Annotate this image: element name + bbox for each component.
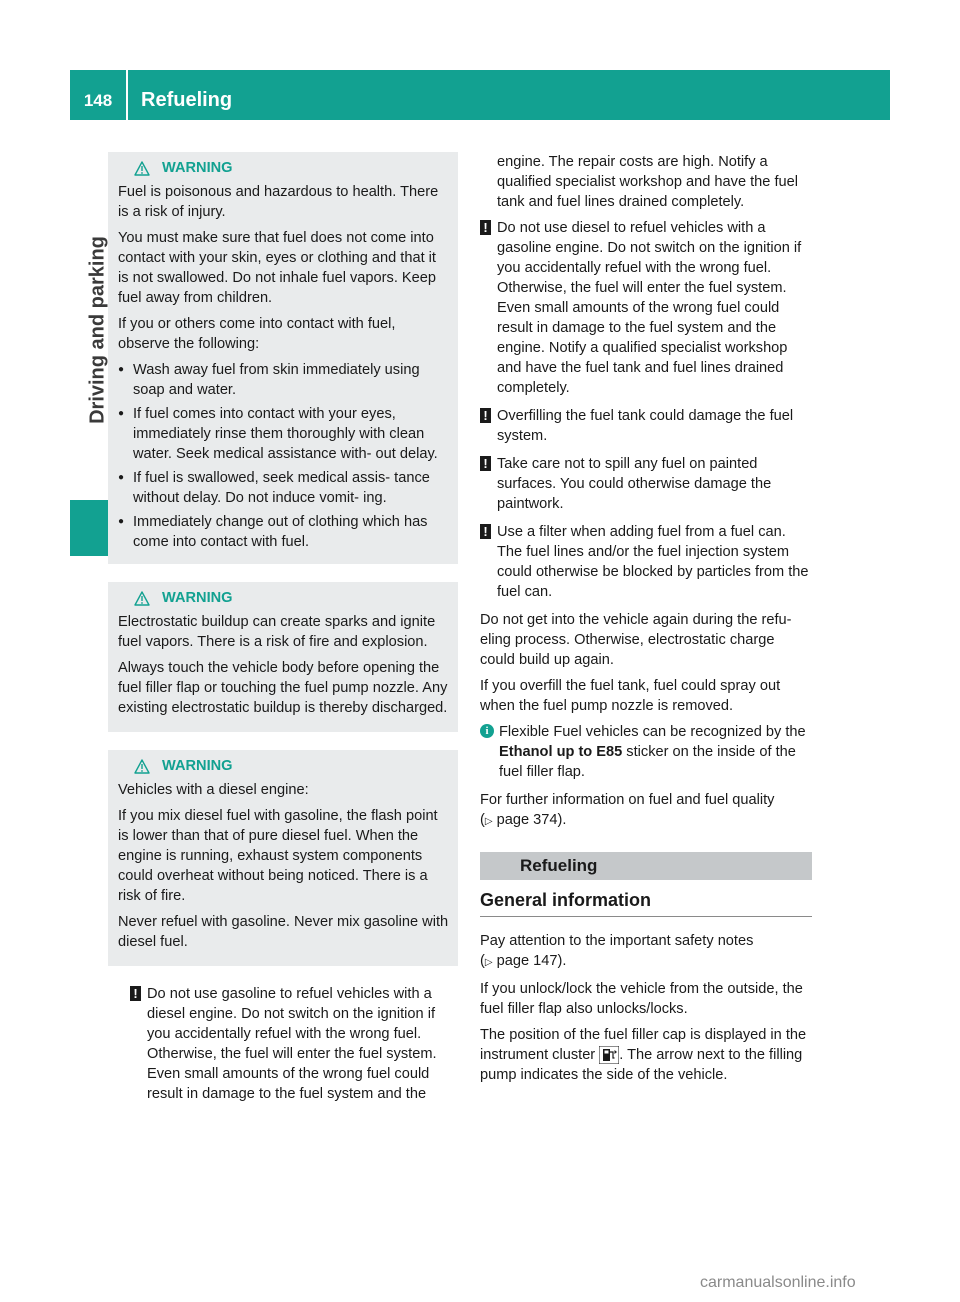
caution-note — [480, 406, 812, 446]
info-text-bold: Ethanol up to E85 — [499, 744, 623, 760]
warning-label: WARNING — [162, 758, 233, 774]
bullet-item: ● Immediately change out of clothing which has come into contact with fuel. — [118, 512, 450, 552]
note-text: Use a filter when adding fuel from a fuel can. The fuel lines and/or the fuel injection system could otherwise be blocked by particles from the fuel can. — [497, 524, 809, 600]
body-text: . The arrow next to the filling pump indicates the side of the vehicle. — [480, 1047, 803, 1083]
page-ref-arrow-icon: ▷ — [484, 816, 493, 827]
warning-text: If you or others come into contact with fuel, observe the following: — [118, 316, 396, 352]
warning-triangle-icon — [134, 161, 150, 176]
right-column — [480, 152, 812, 1091]
body-text: Do not get into the vehicle again during the refu- eling process. Otherwise, electrostatic charge could build up again. — [480, 612, 792, 668]
page-ref-link[interactable]: page 147). — [496, 953, 567, 969]
bullet-item: ● If fuel is swallowed, seek medical assis- tance without delay. Do not induce vomit- ing. — [118, 468, 450, 508]
exclamation-icon: ! — [480, 408, 491, 423]
bullet-item: ● If fuel comes into contact with your eyes, immediately rinse them thoroughly with clean water. Seek medical assistance with- out delay. — [118, 404, 450, 464]
exclamation-icon: ! — [480, 456, 491, 471]
warning-bullet-list — [118, 360, 450, 552]
info-text-pre: Flexible Fuel vehicles can be recognized by the — [499, 724, 806, 740]
exclamation-icon: ! — [480, 524, 491, 539]
warning-triangle-icon — [134, 591, 150, 606]
warning-box-poison — [108, 152, 458, 564]
exclamation-icon: ! — [130, 986, 141, 1001]
warning-text: Always touch the vehicle body before opening the fuel filler flap or touching the fuel pump nozzle. Any existing electrostatic buildup is thereby discharged. — [118, 660, 448, 716]
exclamation-icon: ! — [480, 220, 491, 235]
note-text: Overfilling the fuel tank could damage the fuel system. — [497, 408, 794, 444]
body-text: Pay attention to the important safety notes — [480, 933, 754, 949]
watermark-text: carmanualsonline.info — [700, 1274, 856, 1291]
warning-text: Never refuel with gasoline. Never mix gasoline with diesel fuel. — [118, 914, 449, 950]
body-text: If you unlock/lock the vehicle from the outside, the fuel filler flap also unlocks/locks. — [480, 981, 803, 1017]
warning-triangle-icon — [134, 759, 150, 774]
warning-box-diesel — [108, 750, 458, 966]
fuel-position-paragraph — [480, 1025, 812, 1085]
warning-label: WARNING — [162, 590, 233, 606]
caution-note — [130, 984, 458, 1104]
note-text: Take care not to spill any fuel on painted surfaces. You could otherwise damage the paintwork. — [497, 456, 772, 512]
fuel-pump-icon — [599, 1046, 619, 1064]
warning-header — [118, 588, 450, 608]
warning-box-electrostatic — [108, 582, 458, 732]
continued-text: engine. The repair costs are high. Notify a qualified specialist workshop and have the fuel tank and fuel lines drained completely. — [497, 154, 798, 210]
warning-text: You must make sure that fuel does not come into contact with your skin, eyes or clothing and that it is not swallowed. Do not inhale fuel vapors. Keep fuel away from children. — [118, 230, 437, 306]
cross-reference-paragraph — [480, 790, 812, 832]
subsection-heading: General information — [480, 890, 812, 917]
warning-text: Fuel is poisonous and hazardous to health. There is a risk of injury. — [118, 184, 439, 220]
page-ref-link[interactable]: page 374). — [496, 812, 567, 828]
info-icon: i — [480, 724, 494, 738]
warning-label: WARNING — [162, 160, 233, 176]
note-text: Do not use gasoline to refuel vehicles with a diesel engine. Do not switch on the ignition if you accidentally refuel with the wrong fuel. Otherwise, the fuel will enter the fuel system. Even small amounts of the wrong fuel could result in damage to the fuel system and the — [147, 986, 437, 1102]
header-divider — [126, 70, 128, 120]
info-text-post: sticker on the inside of the fuel filler flap. — [499, 744, 796, 780]
ref-paren: ( — [480, 812, 485, 828]
ref-paren: ( — [480, 953, 485, 969]
page-title: Refueling — [141, 89, 233, 111]
page-number: 148 — [83, 91, 113, 110]
info-note — [480, 722, 812, 782]
left-column — [108, 152, 458, 1112]
caution-note — [480, 218, 812, 398]
warning-header — [118, 756, 450, 776]
body-text: For further information on fuel and fuel quality — [480, 792, 775, 808]
cross-reference-paragraph — [480, 931, 812, 973]
warning-text: Vehicles with a diesel engine: — [118, 782, 309, 798]
warning-text: Electrostatic buildup can create sparks and ignite fuel vapors. There is a risk of fire and explosion. — [118, 614, 436, 650]
bullet-item: ● Wash away fuel from skin immediately using soap and water. — [118, 360, 450, 400]
caution-note — [480, 454, 812, 514]
body-text: The position of the fuel filler cap is displayed in the instrument cluster — [480, 1027, 807, 1063]
warning-header — [118, 158, 450, 178]
page-ref-arrow-icon: ▷ — [484, 957, 493, 968]
section-heading: Refueling — [480, 852, 812, 880]
chapter-tab-label: Driving and parking — [86, 236, 109, 424]
caution-note — [480, 522, 812, 602]
note-text: Do not use diesel to refuel vehicles with a gasoline engine. Do not switch on the ignition if you accidentally refuel with the wrong fuel. Otherwise, the fuel will enter the fuel system. Even small amounts of the wrong fuel could result in damage to the fuel system and the engine. Notify a qualified specialist workshop and have the fuel tank and fuel lines drained completely. — [497, 220, 802, 396]
warning-text: If you mix diesel fuel with gasoline, the flash point is lower than that of pure diesel fuel. When the engine is running, exhaust system components could overheat without being noticed. There is a risk of fire. — [118, 808, 438, 904]
body-text: If you overfill the fuel tank, fuel could spray out when the fuel pump nozzle is removed. — [480, 678, 781, 714]
